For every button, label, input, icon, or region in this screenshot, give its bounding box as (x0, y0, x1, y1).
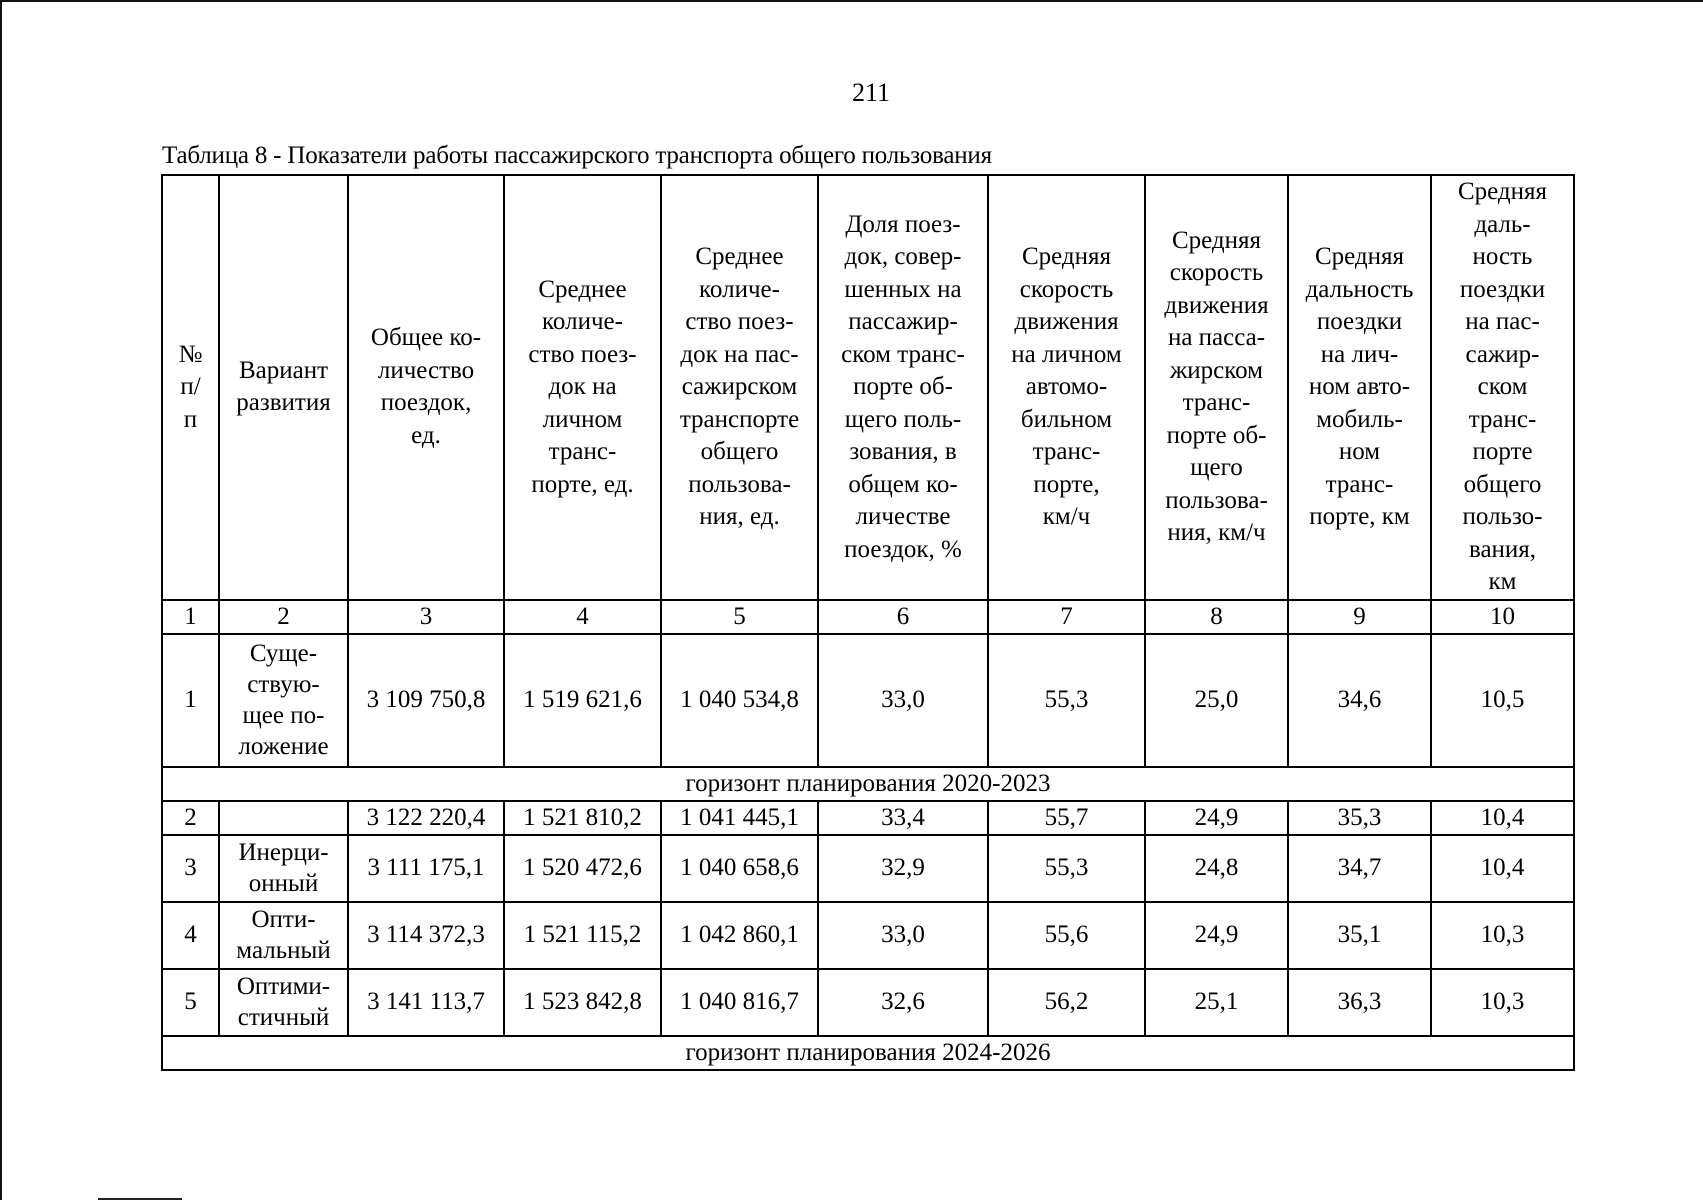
value-cell: 55,6 (988, 902, 1145, 969)
cell-text-line: ство поез- (528, 340, 637, 368)
cell-text-line: личество (377, 356, 475, 384)
row-number-cell: 3 (162, 835, 219, 902)
value-cell: 32,6 (818, 969, 988, 1036)
value-cell: 56,2 (988, 969, 1145, 1036)
cell-text-line: пользо- (1462, 503, 1543, 530)
cell-text-line: Средняя (1021, 243, 1112, 270)
cell-text-line: дальность (1305, 275, 1414, 303)
value-cell: 1 040 658,6 (661, 835, 818, 902)
column-number-cell: 2 (219, 600, 348, 634)
horizon-label: горизонт планирования 2024-2026 (162, 1036, 1574, 1070)
cell-text-line: шенных на (844, 275, 962, 303)
cell-text-line: транспорте (679, 405, 800, 433)
cell-text-line: Суще- (249, 640, 318, 667)
header-cell (1431, 175, 1574, 600)
table-row-existing (162, 634, 1574, 767)
value-cell: 1 519 621,6 (504, 634, 661, 767)
cell-text-line: даль- (1474, 210, 1531, 238)
value-cell: 10,5 (1431, 634, 1574, 767)
table-row (162, 902, 1574, 969)
cell-text-line: порте, (1033, 470, 1100, 498)
value-cell: 3 111 175,1 (348, 835, 504, 902)
cell-text-line: на личном (1011, 340, 1122, 368)
value-cell: 55,7 (988, 801, 1145, 835)
cell-text-line: пассажир- (848, 308, 958, 335)
cell-text-line: Общее ко- (370, 324, 482, 352)
value-cell: 1 040 534,8 (661, 634, 818, 767)
value-cell: 1 042 860,1 (661, 902, 818, 969)
cell-text-line: п (183, 405, 198, 433)
cell-text-line: ед. (411, 421, 441, 449)
cell-text-line: общего (1463, 470, 1542, 498)
value-cell: 1 520 472,6 (504, 835, 661, 902)
value-cell: 24,8 (1145, 835, 1288, 902)
header-cell (661, 175, 818, 600)
cell-text-line: движения (1164, 291, 1269, 319)
header-cell (504, 175, 661, 600)
value-cell: 3 109 750,8 (348, 634, 504, 767)
cell-text-line: ском (1477, 373, 1528, 400)
variant-cell (219, 969, 348, 1036)
cell-text-line: транс- (1325, 470, 1394, 498)
header-cell (1145, 175, 1288, 600)
cell-text-line: зования, в (849, 438, 957, 465)
transport-indicators-table (161, 174, 1575, 1071)
cell-text-line: личном (542, 405, 623, 433)
cell-text-line: док на (548, 373, 617, 400)
header-cell (818, 175, 988, 600)
value-cell: 36,3 (1288, 969, 1431, 1036)
value-cell: 3 141 113,7 (348, 969, 504, 1036)
cell-text-line: км (1488, 568, 1517, 595)
cell-text-line: ском транс- (841, 340, 965, 368)
column-number-cell: 8 (1145, 600, 1288, 634)
cell-text-line: бильном (1020, 405, 1113, 433)
cell-text-line: ство поез- (685, 308, 794, 335)
page-number: 211 (851, 78, 891, 107)
value-cell: 10,4 (1431, 801, 1574, 835)
value-cell: 32,9 (818, 835, 988, 902)
column-number-cell: 3 (348, 600, 504, 634)
value-cell: 33,0 (818, 902, 988, 969)
variant-cell (219, 801, 348, 835)
row-number-cell: 4 (162, 902, 219, 969)
table-row (162, 835, 1574, 902)
cell-text-line: ность (1472, 243, 1533, 270)
cell-text-line: Оптими- (236, 973, 331, 1000)
cell-text-line: развития (236, 389, 331, 417)
horizon-row-2024-2026 (162, 1036, 1574, 1070)
value-cell: 3 114 372,3 (348, 902, 504, 969)
scan-border-top (0, 0, 1703, 2)
cell-text-line: поездок, % (844, 535, 962, 563)
cell-text-line: Опти- (251, 906, 316, 933)
value-cell: 25,1 (1145, 969, 1288, 1036)
cell-text-line: Средняя (1314, 243, 1405, 270)
cell-text-line: щего поль- (844, 405, 962, 433)
cell-text-line: ния, ед. (699, 503, 780, 530)
cell-text-line: щего (1190, 454, 1243, 482)
value-cell: 34,6 (1288, 634, 1431, 767)
cell-text-line: порте, км (1309, 503, 1410, 530)
value-cell: 35,3 (1288, 801, 1431, 835)
value-cell: 25,0 (1145, 634, 1288, 767)
cell-text-line: порте (1472, 438, 1533, 465)
cell-text-line: Среднее (538, 275, 627, 303)
cell-text-line: сажир- (1465, 340, 1540, 368)
cell-text-line: Инерци- (238, 839, 329, 866)
variant-cell (219, 902, 348, 969)
cell-text-line: ствую- (247, 671, 320, 698)
cell-text-line: скорость (1019, 275, 1114, 303)
cell-text-line: транс- (1032, 438, 1101, 465)
cell-text-line: транс- (548, 438, 617, 465)
header-cell (988, 175, 1145, 600)
cell-text-line: порте, ед. (531, 470, 634, 498)
cell-text-line: док на пас- (680, 340, 799, 368)
cell-text-line: мобиль- (1316, 405, 1403, 433)
horizon-label: горизонт планирования 2020-2023 (162, 767, 1574, 801)
header-cell (162, 175, 219, 600)
cell-text-line: км/ч (1042, 503, 1091, 530)
cell-text-line: пользова- (1165, 486, 1268, 514)
scan-border-left (0, 0, 2, 1200)
column-number-cell: 7 (988, 600, 1145, 634)
cell-text-line: общем ко- (848, 470, 958, 498)
value-cell: 1 523 842,8 (504, 969, 661, 1036)
value-cell: 55,3 (988, 835, 1145, 902)
cell-text-line: ном авто- (1308, 373, 1411, 400)
cell-text-line: транс- (1468, 405, 1537, 433)
cell-text-line: щее по- (242, 702, 325, 729)
cell-text-line: ном (1338, 438, 1381, 465)
horizon-row-2020-2023 (162, 767, 1574, 801)
header-cell (348, 175, 504, 600)
value-cell: 1 521 810,2 (504, 801, 661, 835)
cell-text-line: личестве (855, 503, 951, 530)
cell-text-line: вания, (1468, 535, 1537, 563)
column-number-cell: 5 (661, 600, 818, 634)
cell-text-line: п/ (180, 373, 201, 400)
column-number-cell: 9 (1288, 600, 1431, 634)
value-cell: 35,1 (1288, 902, 1431, 969)
cell-text-line: поездок, (380, 389, 472, 417)
value-cell: 10,3 (1431, 969, 1574, 1036)
cell-text-line: пользова- (688, 470, 791, 498)
cell-text-line: скорость (1169, 259, 1264, 287)
row-number-cell: 1 (162, 634, 219, 767)
column-number-cell: 1 (162, 600, 219, 634)
column-number-cell: 6 (818, 600, 988, 634)
column-number-row (162, 600, 1574, 634)
cell-text-line: на пасса- (1167, 324, 1266, 352)
cell-text-line: онный (248, 870, 319, 897)
header-cell (1288, 175, 1431, 600)
cell-text-line: сажирском (681, 373, 798, 400)
value-cell: 1 040 816,7 (661, 969, 818, 1036)
column-number-cell: 4 (504, 600, 661, 634)
cell-text-line: ложение (238, 733, 329, 760)
value-cell: 55,3 (988, 634, 1145, 767)
value-cell: 24,9 (1145, 902, 1288, 969)
cell-text-line: количе- (542, 308, 623, 335)
table-header-row (162, 175, 1574, 600)
cell-text-line: общего (700, 438, 779, 465)
cell-text-line: порте об- (1166, 421, 1267, 449)
cell-text-line: Доля поез- (845, 210, 961, 238)
value-cell: 10,3 (1431, 902, 1574, 969)
cell-text-line: Среднее (695, 243, 784, 270)
table-row (162, 969, 1574, 1036)
cell-text-line: № (178, 340, 203, 368)
cell-text-line: Средняя (1457, 178, 1548, 205)
cell-text-line: Вариант (238, 356, 329, 384)
value-cell: 10,4 (1431, 835, 1574, 902)
cell-text-line: док, совер- (844, 243, 962, 270)
cell-text-line: стичный (237, 1004, 330, 1031)
cell-text-line: ния, км/ч (1167, 519, 1266, 547)
cell-text-line: Средняя (1171, 226, 1262, 254)
value-cell: 24,9 (1145, 801, 1288, 835)
value-cell: 34,7 (1288, 835, 1431, 902)
row-number-cell: 2 (162, 801, 219, 835)
cell-text-line: мальный (236, 937, 331, 964)
value-cell: 3 122 220,4 (348, 801, 504, 835)
cell-text-line: движения (1014, 308, 1119, 335)
header-cell (219, 175, 348, 600)
row-number-cell: 5 (162, 969, 219, 1036)
cell-text-line: автомо- (1025, 373, 1108, 400)
variant-cell (219, 634, 348, 767)
cell-text-line: количе- (699, 275, 780, 303)
value-cell: 1 041 445,1 (661, 801, 818, 835)
table-row (162, 801, 1574, 835)
cell-text-line: на лич- (1320, 340, 1399, 368)
cell-text-line: поездки (1459, 275, 1546, 303)
cell-text-line: жирском (1170, 356, 1263, 384)
cell-text-line: транс- (1182, 389, 1251, 417)
column-number-cell: 10 (1431, 600, 1574, 634)
value-cell: 33,4 (818, 801, 988, 835)
cell-text-line: на пас- (1465, 308, 1540, 335)
cell-text-line: порте об- (853, 373, 953, 400)
value-cell: 33,0 (818, 634, 988, 767)
variant-cell (219, 835, 348, 902)
cell-text-line: поездки (1316, 308, 1403, 335)
value-cell: 1 521 115,2 (504, 902, 661, 969)
table-caption: Таблица 8 - Показатели работы пассажирского транспорта общего пользования (162, 142, 992, 169)
